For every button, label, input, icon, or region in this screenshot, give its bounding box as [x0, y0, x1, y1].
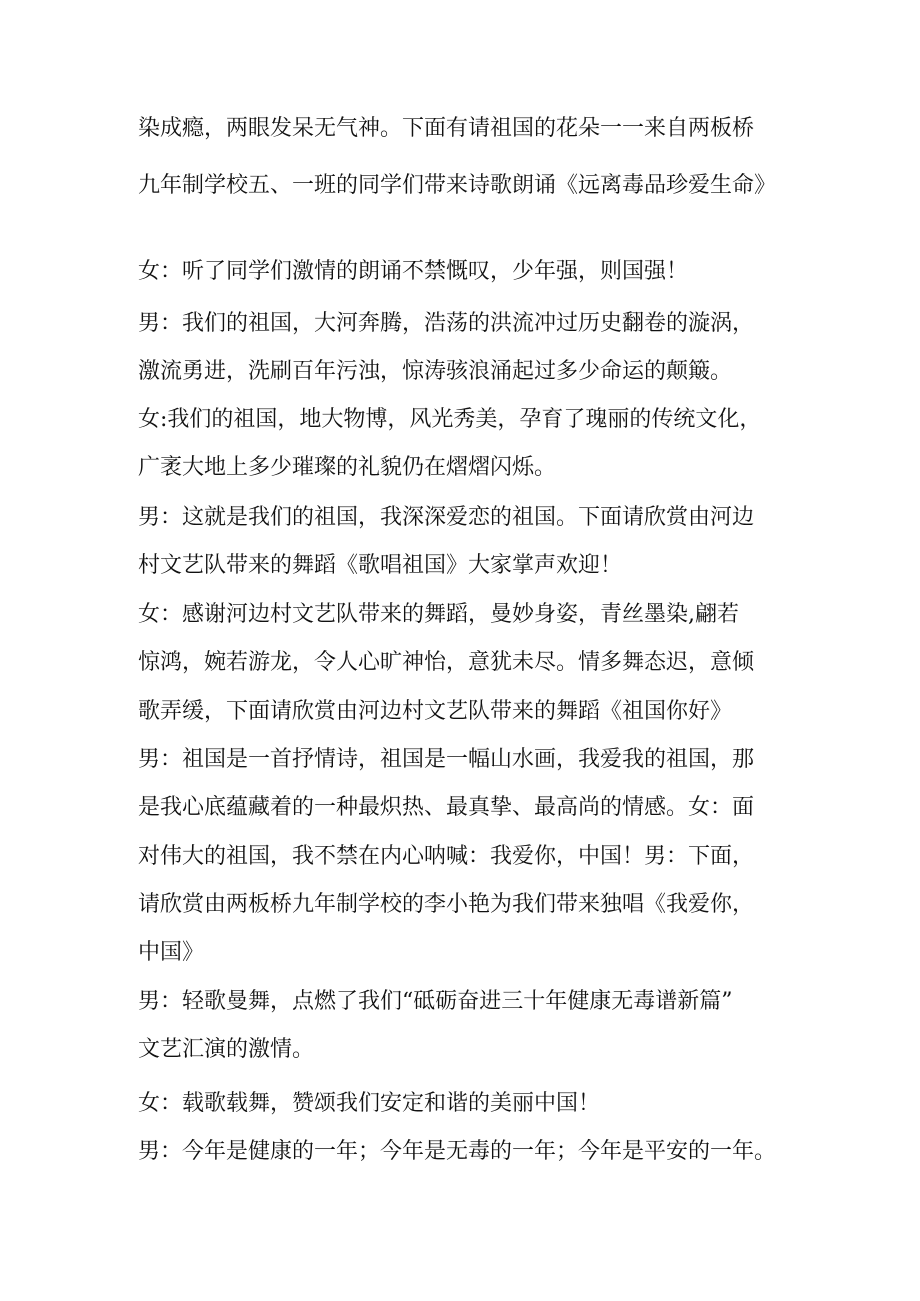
text-line: 文艺汇演的激情。	[138, 1037, 315, 1062]
text-line: 对伟大的祖国，我不禁在内心呐喊：我爱你，中国！男：下面，	[138, 844, 755, 869]
text-line: 男：轻歌曼舞，点燃了我们“砥砺奋进三十年健康无毒谱新篇”	[138, 989, 733, 1014]
text-line: 男：今年是健康的一年；今年是无毒的一年；今年是平安的一年。	[138, 1139, 777, 1164]
text-line: 染成瘾，两眼发呆无气神。下面有请祖国的花朵一一来自两板桥	[138, 116, 755, 141]
text-line: 惊鸿，婉若游龙，令人心旷神怡，意犹未尽。情多舞态迟，意倾	[138, 650, 755, 675]
text-line: 村文艺队带来的舞蹈《歌唱祖国》大家掌声欢迎！	[138, 553, 623, 578]
text-line: 女:我们的祖国，地大物博，风光秀美，孕育了瑰丽的传统文化，	[138, 407, 762, 432]
text-line: 男：这就是我们的祖国，我深深爱恋的祖国。下面请欣赏由河边	[138, 505, 755, 530]
text-line: 激流勇进，洗刷百年污浊，惊涛骇浪涌起过多少命运的颠簸。	[138, 359, 733, 384]
text-line: 女：听了同学们激情的朗诵不禁慨叹，少年强，则国强！	[138, 259, 689, 284]
text-line: 男：我们的祖国，大河奔腾，浩荡的洪流冲过历史翻卷的漩涡，	[138, 311, 755, 336]
text-line: 中国》	[138, 940, 205, 965]
text-line: 广袤大地上多少璀璨的礼貌仍在熠熠闪烁。	[138, 455, 557, 480]
text-line: 请欣赏由两板桥九年制学校的李小艳为我们带来独唱《我爱你，	[138, 892, 755, 917]
text-line: 九年制学校五、一班的同学们带来诗歌朗诵《远离毒品珍爱生命》	[138, 173, 777, 198]
text-line: 是我心底蕴藏着的一种最炽热、最真挚、最高尚的情感。女：面	[138, 795, 755, 820]
text-line: 歌弄缓，下面请欣赏由河边村文艺队带来的舞蹈《祖国你好》	[138, 699, 733, 724]
text-line: 女：载歌载舞，赞颂我们安定和谐的美丽中国！	[138, 1091, 601, 1116]
text-line: 男：祖国是一首抒情诗，祖国是一幅山水画，我爱我的祖国，那	[138, 747, 755, 772]
text-line: 女：感谢河边村文艺队带来的舞蹈，曼妙身姿，青丝墨染,翩若	[138, 602, 739, 627]
